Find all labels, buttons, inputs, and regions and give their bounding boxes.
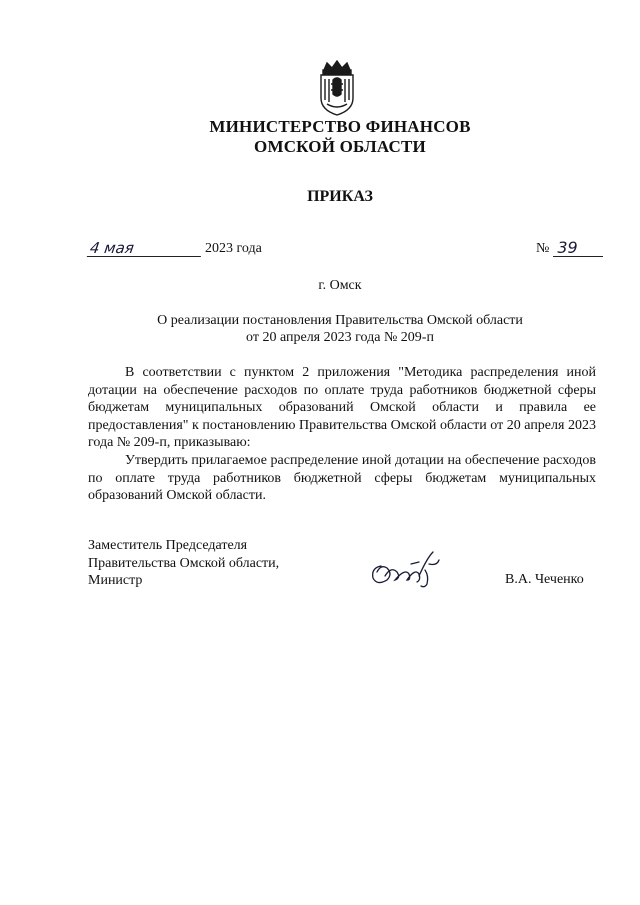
position-line3: Министр [88,573,143,589]
ministry-name-line1: МИНИСТЕРСТВО ФИНАНСОВ [209,117,471,136]
body-paragraph-2: Утвердить прилагаемое распределение иной дотации на обеспечение расходов по оплате труда работников бюджетной сферы бюджетам муниципальных образований Омской области. [88,452,596,504]
handwritten-number: 39 [553,240,603,257]
city-name: г. Омск [318,278,362,293]
document-body [88,364,596,505]
document-subject [0,312,640,346]
ministry-name-line2: ОМСКОЙ ОБЛАСТИ [254,137,426,156]
date-year: 2023 года [205,241,262,256]
body-paragraph-1: В соответствии с пунктом 2 приложения "Методика распределения иной дотации на обеспечение расходов по оплате труда работников бюджетной сферы бюджетам муниципальных образований Омской области и правила ее предоставления" к постановлению Правительства Омской области от 20 апреля 2023 года № 209-п, приказываю: [88,365,596,451]
signer-position [88,537,279,590]
handwritten-signature [367,546,445,590]
document-type-title: ПРИКАЗ [307,188,373,205]
signer-name: В.А. Чеченко [505,572,584,587]
handwritten-date: 4 мая [87,240,203,257]
date-line [88,240,262,257]
subject-line2: от 20 апреля 2023 года № 209-п [246,330,434,345]
number-sign: № [536,241,550,256]
document-number-line [536,240,603,257]
subject-line1: О реализации постановления Правительства Омской области [157,313,523,328]
position-line2: Правительства Омской области, [88,555,280,571]
omsk-region-coat-of-arms-icon [314,60,360,116]
position-line1: Заместитель Председателя [88,538,248,553]
